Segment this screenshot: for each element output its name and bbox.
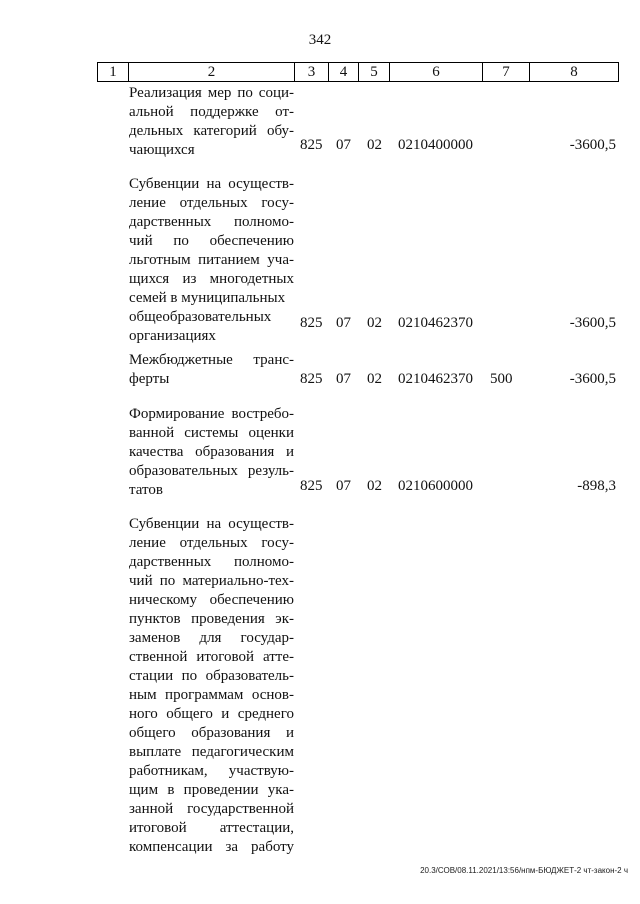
header-col-5: 5: [359, 63, 390, 81]
row-description: [129, 515, 294, 857]
cell-col-4: 07: [336, 478, 351, 494]
description-line: чий по материально-тех-: [129, 573, 294, 589]
description-line: ным программам основ-: [129, 687, 294, 703]
cell-col-5: 02: [367, 315, 382, 331]
cell-col-8: -3600,5: [569, 371, 616, 387]
description-line: Реализация мер по соци-: [129, 85, 294, 101]
cell-col-3: 825: [300, 478, 323, 494]
cell-col-6: 0210462370: [398, 371, 473, 387]
description-line: Формирование востребо-: [129, 406, 294, 422]
row-description: [129, 351, 294, 389]
description-line: щихся из многодетных: [129, 271, 294, 287]
description-line: дельных категорий обу-: [129, 123, 294, 139]
cell-col-4: 07: [336, 371, 351, 387]
description-line: дарственных полномо-: [129, 554, 294, 570]
description-line: ного общего и среднего: [129, 706, 294, 722]
description-line: Межбюджетные транс-: [129, 352, 294, 368]
description-line: ление отдельных госу-: [129, 195, 294, 211]
description-line: занной государственной: [129, 801, 294, 817]
cell-col-4: 07: [336, 137, 351, 153]
cell-col-4: 07: [336, 315, 351, 331]
cell-col-5: 02: [367, 371, 382, 387]
description-line: льготным питанием уча-: [129, 252, 294, 268]
description-line: чающихся: [129, 142, 195, 158]
description-line: альной поддержке от-: [129, 104, 294, 120]
description-line: образовательных резуль-: [129, 463, 294, 479]
row-description: [129, 84, 294, 160]
description-line: ническому обеспечению: [129, 592, 294, 608]
cell-col-5: 02: [367, 137, 382, 153]
description-line: ственной итоговой атте-: [129, 649, 294, 665]
header-col-8: 8: [570, 64, 578, 80]
description-line: чий по обеспечению: [129, 233, 294, 249]
cell-col-7: 500: [490, 371, 513, 387]
document-footer: 20.3/СОВ/08.11.2021/13:56/нпм-БЮДЖЕТ-2 чт-закон-2 ч: [420, 866, 628, 875]
cell-col-8: -3600,5: [569, 137, 616, 153]
cell-col-6: 0210400000: [398, 137, 473, 153]
page-number: 342: [308, 32, 332, 48]
header-col-2: 2: [129, 63, 295, 81]
description-line: итоговой аттестации,: [129, 820, 294, 836]
description-line: ферты: [129, 371, 170, 387]
cell-col-6: 0210462370: [398, 315, 473, 331]
header-col-3: 3: [295, 63, 329, 81]
cell-col-3: 825: [300, 315, 323, 331]
cell-col-3: 825: [300, 137, 323, 153]
description-line: ванной системы оценки: [129, 425, 294, 441]
description-line: общего образования и: [129, 725, 294, 741]
header-col-4: 4: [329, 63, 359, 81]
description-line: общеобразовательных: [129, 309, 272, 325]
table-header: [97, 62, 619, 82]
description-line: щим в проведении ука-: [129, 782, 294, 798]
description-line: качества образования и: [129, 444, 294, 460]
description-line: выплате педагогическим: [129, 744, 294, 760]
description-line: работникам, участвую-: [129, 763, 294, 779]
description-line: заменов для государ-: [129, 630, 294, 646]
description-line: пунктов проведения эк-: [129, 611, 294, 627]
description-line: дарственных полномо-: [129, 214, 294, 230]
row-description: [129, 405, 294, 500]
cell-col-3: 825: [300, 371, 323, 387]
description-line: ление отдельных госу-: [129, 535, 294, 551]
description-line: семей в муниципальных: [129, 290, 286, 306]
description-line: Субвенции на осуществ-: [129, 516, 294, 532]
description-line: татов: [129, 482, 163, 498]
cell-col-8: -3600,5: [569, 315, 616, 331]
description-line: организациях: [129, 328, 216, 344]
header-col-1: 1: [98, 63, 129, 81]
cell-col-5: 02: [367, 478, 382, 494]
header-col-6: 6: [390, 63, 483, 81]
cell-col-8: -898,3: [577, 478, 616, 494]
cell-col-6: 0210600000: [398, 478, 473, 494]
header-col-7: 7: [483, 63, 530, 81]
row-description: [129, 175, 294, 346]
description-line: стации по образователь-: [129, 668, 294, 684]
description-line: Субвенции на осуществ-: [129, 176, 294, 192]
description-line: компенсации за работу: [129, 839, 294, 855]
